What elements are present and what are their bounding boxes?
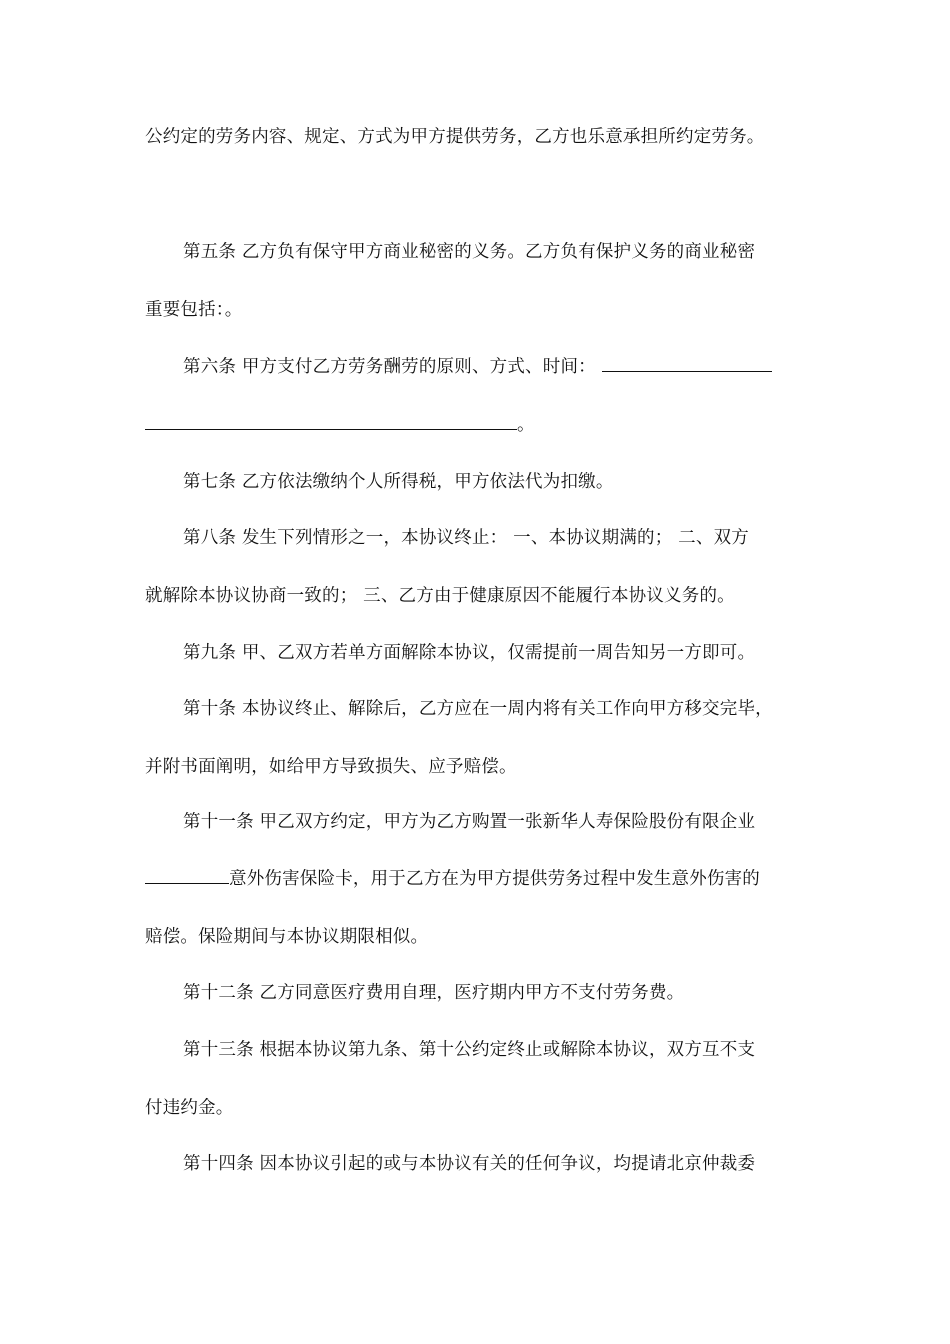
line-text: 。 bbox=[517, 415, 535, 435]
line-text: 公约定的劳务内容、规定、方式为甲方提供劳务，乙方也乐意承担所约定劳务。 bbox=[145, 127, 765, 147]
article-8-line-1 bbox=[183, 526, 853, 550]
article-5-line-1 bbox=[183, 240, 853, 264]
blank-field bbox=[145, 415, 517, 430]
line-text: 重要包括：。 bbox=[145, 300, 243, 320]
line-text: 第八条 发生下列情形之一，本协议终止： 一、本协议期满的； 二、双方 bbox=[183, 528, 749, 548]
line-text: 第六条 甲方支付乙方劳务酬劳的原则、方式、时间： bbox=[183, 357, 596, 377]
line-text: 第十一条 甲乙双方约定，甲方为乙方购置一张新华人寿保险股份有限企业 bbox=[183, 812, 756, 832]
line-text: 第十四条 因本协议引起的或与本协议有关的任何争议，均提请北京仲裁委 bbox=[183, 1154, 756, 1174]
line-text: 第七条 乙方依法缴纳个人所得税，甲方依法代为扣缴。 bbox=[183, 472, 614, 492]
line-text: 就解除本协议协商一致的； 三、乙方由于健康原因不能履行本协议义务的。 bbox=[145, 586, 735, 606]
article-6-line-2 bbox=[145, 413, 815, 437]
line-text: 赔偿。保险期间与本协议期限相似。 bbox=[145, 927, 429, 947]
line-text: 第十二条 乙方同意医疗费用自理，医疗期内甲方不支付劳务费。 bbox=[183, 983, 685, 1003]
line-text: 并附书面阐明，如给甲方导致损失、应予赔偿。 bbox=[145, 757, 517, 777]
article-6-line-1 bbox=[183, 355, 853, 379]
article-12-line bbox=[183, 981, 853, 1005]
article-14-line bbox=[183, 1152, 853, 1176]
line-text: 第五条 乙方负有保守甲方商业秘密的义务。乙方负有保护义务的商业秘密 bbox=[183, 242, 756, 262]
blank-field bbox=[145, 869, 229, 884]
line-text: 第十条 本协议终止、解除后，乙方应在一周内将有关工作向甲方移交完毕， bbox=[183, 699, 773, 719]
article-5-line-2 bbox=[145, 298, 815, 322]
article-11-line-3 bbox=[145, 925, 815, 949]
article-11-line-1 bbox=[183, 810, 853, 834]
article-7-line bbox=[183, 470, 853, 494]
blank-field bbox=[602, 357, 772, 372]
line-text: 第九条 甲、乙双方若单方面解除本协议，仅需提前一周告知另一方即可。 bbox=[183, 643, 756, 663]
article-11-line-2 bbox=[145, 867, 815, 891]
article-10-line-2 bbox=[145, 755, 815, 779]
line-text: 付违约金。 bbox=[145, 1098, 234, 1118]
article-13-line-1 bbox=[183, 1038, 853, 1062]
line-text: 意外伤害保险卡，用于乙方在为甲方提供劳务过程中发生意外伤害的 bbox=[229, 869, 760, 889]
paragraph-line bbox=[145, 125, 815, 149]
article-9-line bbox=[183, 641, 853, 665]
line-text: 第十三条 根据本协议第九条、第十公约定终止或解除本协议，双方互不支 bbox=[183, 1040, 756, 1060]
article-8-line-2 bbox=[145, 584, 815, 608]
article-13-line-2 bbox=[145, 1096, 815, 1120]
article-10-line-1 bbox=[183, 697, 853, 721]
